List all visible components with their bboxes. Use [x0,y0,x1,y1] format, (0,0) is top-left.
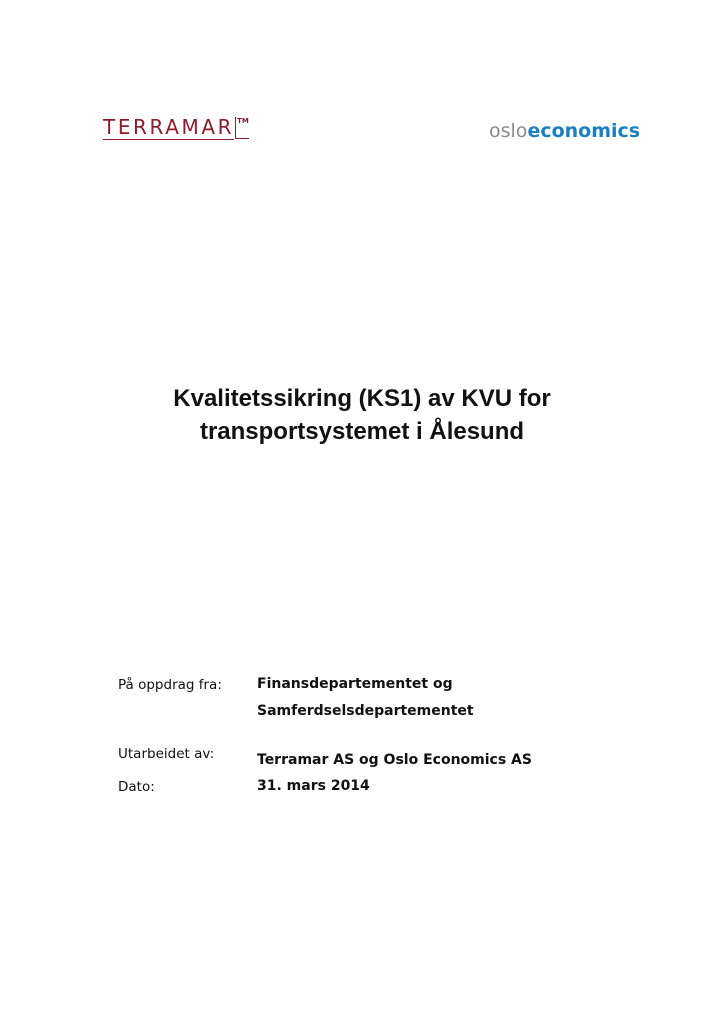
terramar-logo [103,116,249,140]
oslo-economics-logo [489,119,640,143]
document-title [0,382,724,448]
oslo-logo-part2: economics [527,120,641,142]
commissioned-value-2: Samferdselsdepartementet [257,703,474,719]
oslo-logo-part1: oslo [489,120,528,142]
commissioned-label: På oppdrag fra: [118,677,222,693]
terramar-trademark: TM [235,117,249,139]
title-line-2: transportsystemet i Ålesund [199,418,525,445]
date-value: 31. mars 2014 [257,778,370,794]
prepared-label: Utarbeidet av: [118,746,215,762]
date-label: Dato: [118,779,155,795]
title-line-1: Kvalitetssikring (KS1) av KVU for [173,385,551,412]
terramar-logo-text: TERRAMAR [103,115,235,139]
prepared-value: Terramar AS og Oslo Economics AS [257,752,532,768]
commissioned-value-1: Finansdepartementet og [257,676,453,692]
